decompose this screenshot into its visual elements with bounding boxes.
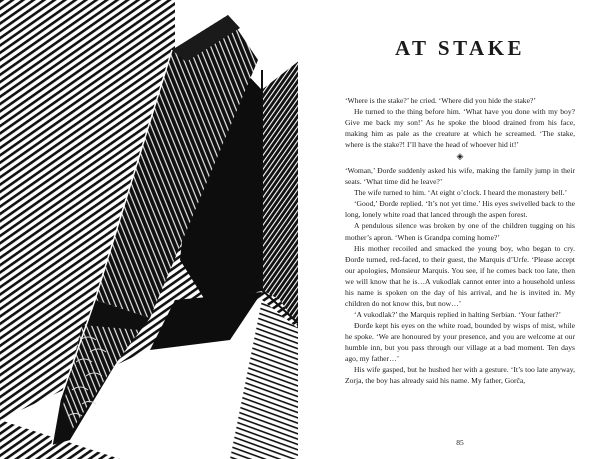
paragraph-8: ‘A vukodlak?’ the Marquis replied in halting Serbian. ‘Your father?’ [354, 309, 562, 319]
body-text [345, 95, 575, 386]
paragraph-5: ‘Good,’ Đorđe replied. ‘It’s not yet time.’ His eyes swivelled back to the long, lonely white road that lanced through the aspen forest. [345, 199, 575, 220]
section-break-ornament: ◈ [456, 151, 464, 162]
paragraph-9: Đorđe kept his eyes on the white road, bounded by wisps of mist, while he spoke. ‘We are honoured by your presence, and you are welcome at our humble inn, but you pass through our village at a bad moment. Ten days ago, my father…’ [345, 320, 575, 364]
paragraph-2: He turned to the thing before him. ‘What have you done with my boy? Give me back my son!’ As he spoke the blood drained from his face, making him as pale as the creature at which he screamed. ‘The stake, where is the stake?! I’ll have the head of whoever hid it!’ [345, 107, 575, 150]
paragraph-1: ‘Where is the stake?’ he cried. ‘Where did you hide the stake?’ [345, 96, 536, 105]
page-number: 85 [456, 438, 464, 447]
paragraph-6: A pendulous silence was broken by one of the children tugging on his mother’s apron. ‘When is Grandpa coming home?’ [345, 221, 575, 242]
paragraph-7: His mother recoiled and smacked the young boy, who began to cry. Đorđe turned, red-faced, to their guest, the Marquis d’Urfe. ‘Please accept our apologies, Monsieur Marquis. You see, if he comes back too late, then we will know that he is…A vukodlak cannot enter into a household unless his name is spoken on the day of his arrival, and he is invited in. My children do not know this, but now…’ [345, 243, 575, 308]
paragraph-3: ‘Woman,’ Đorđe suddenly asked his wife, making the family jump in their seats. ‘What time did he leave?’ [345, 166, 575, 187]
paragraph-10: His wife gasped, but he hushed her with a gesture. ‘It’s too late anyway, Zorja, the boy has already said his name. My father, Gorča, [345, 365, 575, 386]
paragraph-4: The wife turned to him. ‘At eight o’clock. I heard the monastery bell.’ [354, 188, 568, 198]
chapter-title: AT STAKE [394, 36, 526, 60]
